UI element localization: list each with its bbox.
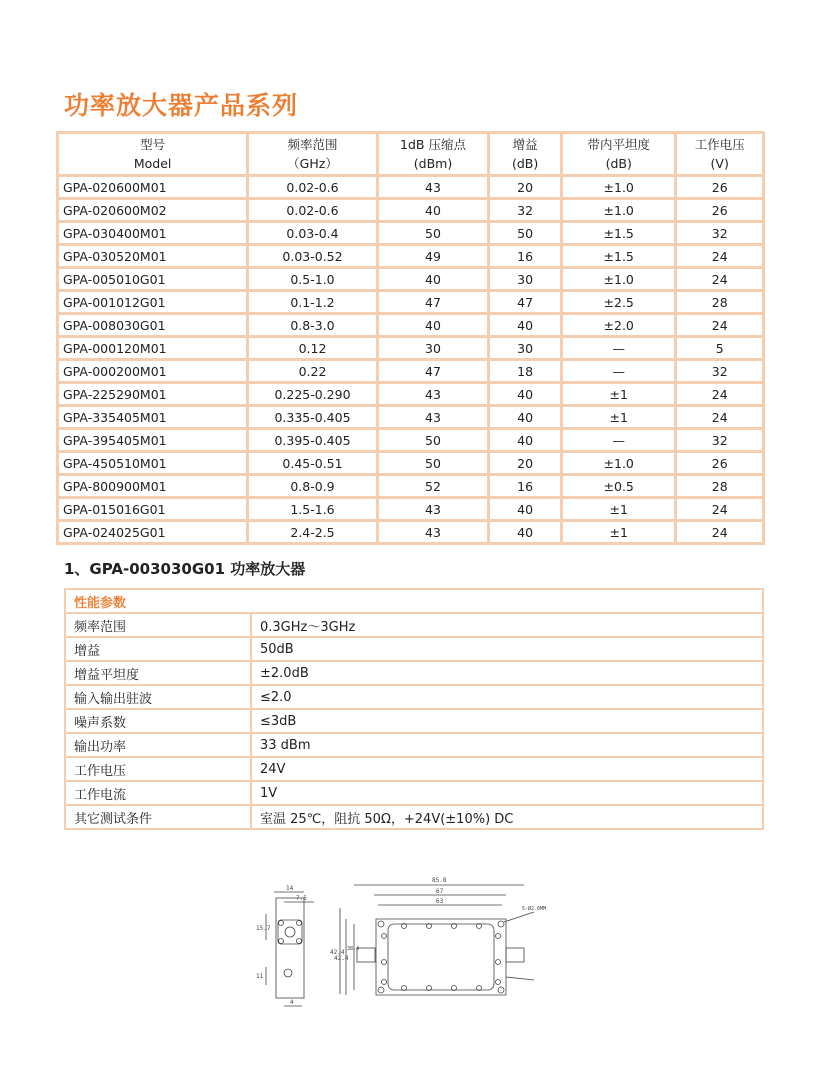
table-row [58,268,764,291]
param-row [65,781,763,805]
table-cell: — [561,337,675,360]
param-label: 频率范围 [65,613,251,637]
table-cell: 0.03-0.52 [248,245,377,268]
table-cell: 50 [377,429,489,452]
table-cell: 20 [489,176,562,199]
param-label: 输入输出驻波 [65,685,251,709]
model-cell: GPA-030400M01 [58,222,248,245]
dim-side-width: 14 [286,885,294,892]
page-title: 功率放大器产品系列 [64,91,299,120]
dim-top-inner: 63 [436,898,444,905]
column-header [489,133,562,176]
column-header [561,133,675,176]
model-cell: GPA-000120M01 [58,337,248,360]
product-series-table [56,131,765,545]
table-cell: ±1.5 [561,222,675,245]
param-label: 输出功率 [65,733,251,757]
table-header-row [58,133,764,176]
connector-center [285,927,295,937]
mechanical-drawing [244,870,574,1010]
table-cell: 40 [489,314,562,337]
param-row [65,757,763,781]
table-cell: 0.12 [248,337,377,360]
param-row [65,661,763,685]
model-cell: GPA-020600M02 [58,199,248,222]
column-header-line1: 工作电压 [694,137,745,152]
table-cell: 24 [676,268,764,291]
table-row [58,176,764,199]
table-cell: 40 [377,314,489,337]
table-cell: 24 [676,383,764,406]
model-cell: GPA-000200M01 [58,360,248,383]
table-cell: — [561,360,675,383]
param-label: 工作电流 [65,781,251,805]
dim-top-holes: 5-Ø2.6MM [522,906,547,912]
table-row [58,452,764,475]
column-header-line2: (V) [710,156,729,171]
table-cell: 26 [676,176,764,199]
column-header-line2: (dBm) [413,156,453,171]
dim-side-top: 15.7 [256,925,271,932]
table-cell: 0.225-0.290 [248,383,377,406]
dim-side-bottom: 11 [256,973,264,980]
table-cell: 40 [489,383,562,406]
table-row [58,406,764,429]
column-header-line2: Model [133,156,172,171]
table-cell: 40 [377,268,489,291]
table-row [58,498,764,521]
param-value: ±2.0dB [251,661,763,685]
param-value: 50dB [251,637,763,661]
table-cell: 30 [489,337,562,360]
table-cell: ±1.0 [561,199,675,222]
column-header-line1: 增益 [512,137,538,152]
table-cell: ±0.5 [561,475,675,498]
table-cell: 0.02-0.6 [248,199,377,222]
table-cell: 32 [489,199,562,222]
column-header-line1: 型号 [140,137,166,152]
table-cell: 26 [676,199,764,222]
table-cell: 40 [377,199,489,222]
table-cell: 26 [676,452,764,475]
performance-params-table [64,588,764,830]
param-row [65,613,763,637]
table-cell: 0.1-1.2 [248,291,377,314]
side-body [276,898,304,998]
param-value: 0.3GHz～3GHz [251,613,763,637]
dc-feedthrough [284,969,292,977]
section-heading: 1、GPA-003030G01 功率放大器 [64,560,306,578]
model-cell: GPA-015016G01 [58,498,248,521]
dim-side-foot: 4 [290,999,294,1006]
table-cell: 47 [377,291,489,314]
model-cell: GPA-008030G01 [58,314,248,337]
table-cell: 24 [676,245,764,268]
column-header-line1: 1dB 压缩点 [400,137,466,152]
table-cell: 32 [676,429,764,452]
table-cell: 50 [377,452,489,475]
table-cell: 24 [676,406,764,429]
table-row [58,245,764,268]
table-cell: 0.5-1.0 [248,268,377,291]
table-cell: 40 [489,521,562,544]
rf-output-connector [506,948,524,962]
table-cell: 43 [377,521,489,544]
table-cell: 5 [676,337,764,360]
param-label: 工作电压 [65,757,251,781]
column-header-line2: (dB) [511,156,539,171]
param-row [65,637,763,661]
param-value: 1V [251,781,763,805]
model-cell: GPA-024025G01 [58,521,248,544]
model-cell: GPA-395405M01 [58,429,248,452]
table-cell: ±2.0 [561,314,675,337]
model-cell: GPA-800900M01 [58,475,248,498]
table-row [58,314,764,337]
table-cell: 30 [489,268,562,291]
table-cell: ±1 [561,406,675,429]
table-cell: 28 [676,291,764,314]
table-cell: ±1.5 [561,245,675,268]
dim-top-height-outer: 42.4 [334,955,349,962]
param-value: ≤2.0 [251,685,763,709]
table-cell: 0.02-0.6 [248,176,377,199]
dim-top-height-inner: 38.4 [347,946,360,952]
table-row [58,291,764,314]
table-cell: 50 [377,222,489,245]
dim-side-half: 7.5 [296,895,307,902]
connector-flange [278,920,302,944]
table-cell: ±1 [561,383,675,406]
table-cell: 0.22 [248,360,377,383]
table-cell: — [561,429,675,452]
dc-lead [506,977,534,980]
column-header [676,133,764,176]
table-cell: 28 [676,475,764,498]
table-cell: ±1.0 [561,452,675,475]
table-row [58,475,764,498]
model-cell: GPA-225290M01 [58,383,248,406]
model-cell: GPA-450510M01 [58,452,248,475]
table-cell: ±1.0 [561,268,675,291]
param-value: 33 dBm [251,733,763,757]
table-cell: 43 [377,406,489,429]
table-cell: 16 [489,245,562,268]
model-cell: GPA-335405M01 [58,406,248,429]
table-cell: 18 [489,360,562,383]
table-cell: 40 [489,406,562,429]
table-cell: 16 [489,475,562,498]
rf-input-connector [357,948,375,962]
table-cell: 2.4-2.5 [248,521,377,544]
model-cell: GPA-030520M01 [58,245,248,268]
param-value: 24V [251,757,763,781]
table-row [58,360,764,383]
param-value: ≤3dB [251,709,763,733]
table-row [58,521,764,544]
table-row [58,383,764,406]
side-view [266,892,340,1006]
param-label: 增益平坦度 [65,661,251,685]
param-row [65,733,763,757]
table-cell: ±2.5 [561,291,675,314]
table-cell: ±1 [561,521,675,544]
column-header-line1: 带内平坦度 [587,137,650,152]
table-cell: 32 [676,360,764,383]
table-cell: 0.03-0.4 [248,222,377,245]
dim-top-overall: 85.8 [432,877,447,884]
table-cell: 0.8-3.0 [248,314,377,337]
table-row [58,222,764,245]
table-cell: 40 [489,429,562,452]
table-cell: 43 [377,383,489,406]
param-label: 噪声系数 [65,709,251,733]
table-cell: 43 [377,498,489,521]
table-cell: ±1.0 [561,176,675,199]
table-cell: 43 [377,176,489,199]
table-cell: 47 [377,360,489,383]
table-cell: 1.5-1.6 [248,498,377,521]
param-row [65,709,763,733]
column-header [58,133,248,176]
table-cell: ±1 [561,498,675,521]
column-header [248,133,377,176]
top-body [376,919,506,995]
dim-top-mid: 67 [436,888,444,895]
table-cell: 0.8-0.9 [248,475,377,498]
table-cell: 0.45-0.51 [248,452,377,475]
table-cell: 24 [676,314,764,337]
table-cell: 40 [489,498,562,521]
param-value: 室温 25℃，阻抗 50Ω，+24V(±10%) DC [251,805,763,829]
table-row [58,199,764,222]
model-cell: GPA-001012G01 [58,291,248,314]
table-cell: 49 [377,245,489,268]
column-header [377,133,489,176]
table-cell: 20 [489,452,562,475]
column-header-line2: （GHz） [287,156,338,171]
table-cell: 50 [489,222,562,245]
param-row [65,685,763,709]
param-label: 增益 [65,637,251,661]
column-header-line1: 频率范围 [287,137,338,152]
param-row [65,805,763,829]
column-header-line2: (dB) [605,156,632,171]
table-cell: 30 [377,337,489,360]
table-row [58,337,764,360]
table-cell: 47 [489,291,562,314]
table-cell: 0.395-0.405 [248,429,377,452]
table-cell: 52 [377,475,489,498]
table-cell: 0.335-0.405 [248,406,377,429]
model-cell: GPA-020600M01 [58,176,248,199]
dim-side-height: 42.4 [330,949,345,956]
table-row [58,429,764,452]
params-header: 性能参数 [65,589,763,613]
table-cell: 32 [676,222,764,245]
param-label: 其它测试条件 [65,805,251,829]
table-cell: 24 [676,521,764,544]
model-cell: GPA-005010G01 [58,268,248,291]
table-cell: 24 [676,498,764,521]
